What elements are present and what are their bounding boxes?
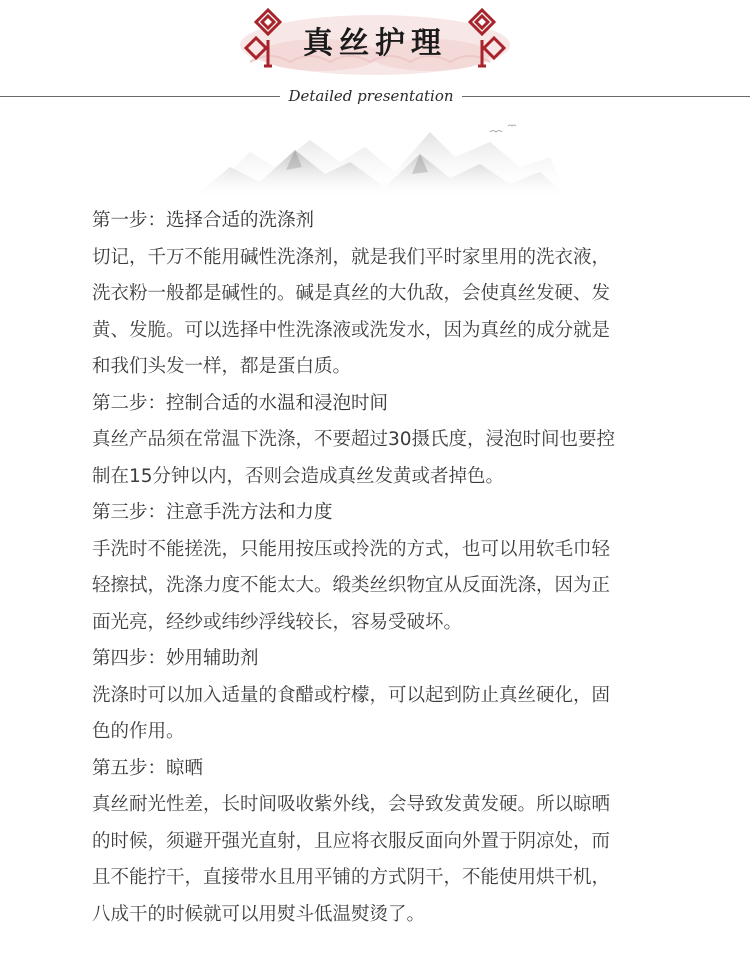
subtitle-divider bbox=[0, 84, 750, 108]
paragraph-line: 洗衣粉一般都是碱性的。碱是真丝的大仇敌，会使真丝发硬、发 bbox=[92, 283, 611, 304]
step-2 bbox=[92, 386, 692, 496]
paragraph-line: 黄、发脆。可以选择中性洗涤液或洗发水，因为真丝的成分就是 bbox=[92, 319, 611, 341]
step-4 bbox=[92, 641, 692, 751]
step-heading: 第五步：晾晒 bbox=[92, 757, 204, 779]
paragraph-line: 的时候，须避开强光直射，且应将衣服反面向外置于阴凉处，而 bbox=[92, 830, 611, 852]
paragraph-line: 真丝产品须在常温下洗涤，不要超过30摄氏度，浸泡时间也要控 bbox=[92, 429, 616, 450]
paragraph-line: 手洗时不能搓洗，只能用按压或拎洗的方式，也可以用软毛巾轻 bbox=[92, 538, 611, 560]
paragraph-line: 洗涤时可以加入适量的食醋或柠檬，可以起到防止真丝硬化，固 bbox=[92, 684, 611, 706]
paragraph-line: 制在15分钟以内，否则会造成真丝发黄或者掉色。 bbox=[92, 465, 505, 487]
paragraph-line: 且不能拧干，直接带水且用平铺的方式阴干，不能使用烘干机， bbox=[92, 867, 611, 888]
paragraph-line: 轻擦拭，洗涤力度不能太大。缎类丝织物宜从反面洗涤，因为正 bbox=[92, 575, 611, 596]
paragraph-line: 切记，千万不能用碱性洗涤剂，就是我们平时家里用的洗衣液， bbox=[92, 246, 611, 268]
page-title: 真丝护理 bbox=[303, 26, 447, 61]
page-subtitle: Detailed presentation bbox=[288, 87, 454, 105]
paragraph-line: 色的作用。 bbox=[92, 721, 185, 742]
paragraph-line: 和我们头发一样，都是蛋白质。 bbox=[92, 356, 352, 377]
step-1 bbox=[92, 203, 692, 386]
step-heading: 第四步：妙用辅助剂 bbox=[92, 648, 259, 669]
divider-line-left bbox=[0, 96, 280, 97]
paragraph-line: 面光亮，经纱或纬纱浮线较长，容易受破坏。 bbox=[92, 611, 463, 633]
step-5 bbox=[92, 751, 692, 934]
care-instructions bbox=[92, 203, 692, 933]
divider-line-right bbox=[462, 96, 750, 97]
step-heading: 第二步：控制合适的水温和浸泡时间 bbox=[92, 392, 389, 414]
paragraph-line: 八成干的时候就可以用熨斗低温熨烫了。 bbox=[92, 903, 426, 925]
ink-mountains-illustration bbox=[190, 112, 570, 202]
step-heading: 第一步：选择合适的洗涤剂 bbox=[92, 210, 315, 231]
header-banner bbox=[0, 0, 750, 80]
step-heading: 第三步：注意手洗方法和力度 bbox=[92, 502, 333, 523]
paragraph-line: 真丝耐光性差，长时间吸收紫外线，会导致发黄发硬。所以晾晒 bbox=[92, 794, 611, 815]
step-3 bbox=[92, 495, 692, 641]
